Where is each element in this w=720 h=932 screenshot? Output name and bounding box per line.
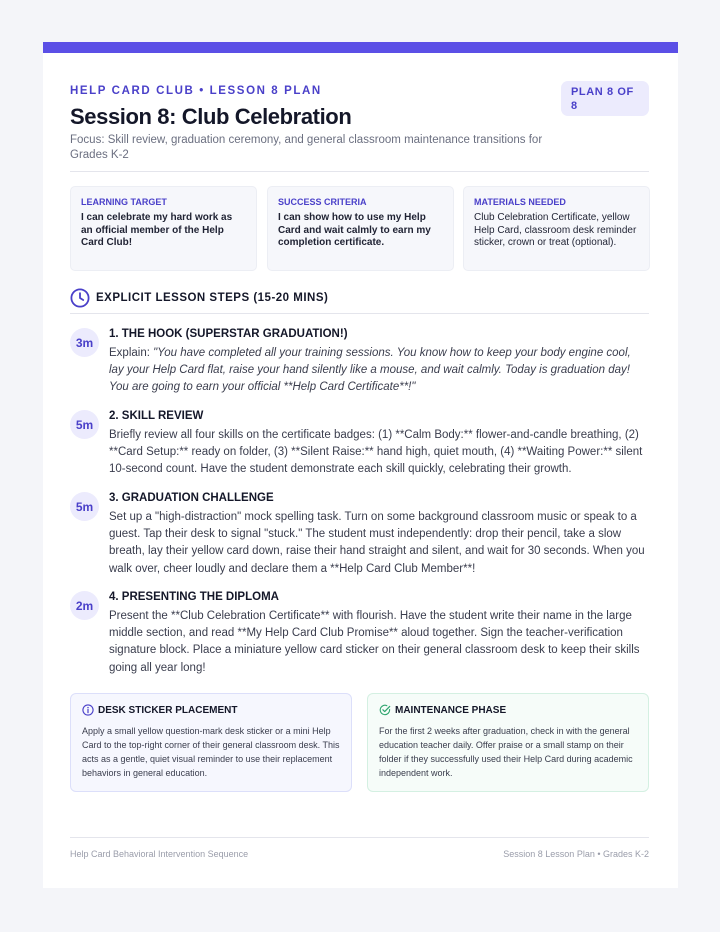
step-body: Briefly review all four skills on the certificate badges: (1) **Calm Body:** flower-and-candle breathing, (2) **Card Setup:** ready on folder, (3) **Silent Raise:** hand high, quiet mouth, (4) **Waiting Power:** silent 10-second count. Have the student demonstrate each skill quickly, celebrating their growth. <box>109 429 643 476</box>
step-body: Present the **Club Celebration Certificate** with flourish. Have the student write their name in the large middle section, and read **My Help Card Club Promise** aloud together. Sign the teacher-verification signature block. Place a miniature yellow card sticker on their general classroom desk to keep their skills going all year long! <box>109 610 640 674</box>
page-title: Session 8: Club Celebration <box>70 104 352 129</box>
info-box-label: LEARNING TARGET <box>81 197 167 207</box>
time-badge: 5m <box>70 410 99 439</box>
step-body-quote: "You have completed all your training sessions. You know how to keep your body engine cool, lay your Help Card flat, raise your hand silently like a mouse, and wait calmly. Today is graduation day! You are going to earn your official **Help Card Certificate**!" <box>109 347 631 394</box>
learning-target-box <box>70 186 257 271</box>
footer-right: Session 8 Lesson Plan • Grades K-2 <box>503 849 649 859</box>
success-criteria-box <box>267 186 454 271</box>
info-box-text: I can celebrate my hard work as an official member of the Help Card Club! <box>81 212 233 248</box>
step-body-prefix: Explain: <box>109 347 154 359</box>
note-body: Apply a small yellow question-mark desk sticker or a mini Help Card to the top-right corner of their general classroom desk. This acts as a gentle, quiet visual reminder to use their replacement behaviors in general education. <box>82 726 340 778</box>
info-icon <box>82 704 94 716</box>
divider <box>70 171 649 172</box>
info-box-text: I can show how to use my Help Card and wait calmly to earn my completion certificate. <box>278 212 431 248</box>
eyebrow-label: HELP CARD CLUB • LESSON 8 PLAN <box>70 85 322 97</box>
note-title: DESK STICKER PLACEMENT <box>98 704 238 716</box>
plan-badge: PLAN 8 OF 8 <box>561 81 649 116</box>
lesson-steps-title: EXPLICIT LESSON STEPS (15-20 MINS) <box>96 292 329 304</box>
note-header <box>82 704 340 716</box>
time-badge: 2m <box>70 591 99 620</box>
lesson-plan-page <box>43 42 678 888</box>
step-title: 4. PRESENTING THE DIPLOMA <box>109 591 279 603</box>
focus-text: Focus: Skill review, graduation ceremony, and general classroom maintenance transitions for Grades K-2 <box>70 134 543 161</box>
note-body: For the first 2 weeks after graduation, check in with the general education teacher daily. Offer praise or a small stamp on their folder if they successfully used their Help Card during academic independent work. <box>379 726 633 778</box>
footer-left: Help Card Behavioral Intervention Sequence <box>70 849 249 859</box>
time-badge: 5m <box>70 492 99 521</box>
desk-sticker-note <box>70 693 352 792</box>
check-circle-icon <box>379 704 391 716</box>
materials-needed-box <box>463 186 650 271</box>
divider <box>70 837 649 838</box>
note-header <box>379 704 637 716</box>
maintenance-phase-note <box>367 693 649 792</box>
info-box-label: SUCCESS CRITERIA <box>278 197 367 207</box>
step-body: Set up a "high-distraction" mock spelling task. Turn on some background classroom music or speak to a guest. Tap their desk to signal "stuck." The student must independently: drop their pencil, take a slow breath, lay their yellow card down, raise their hand straight and silent, and wait for 30 seconds. When you walk over, cheer loudly and declare them a **Help Card Club Member**! <box>109 511 645 575</box>
note-title: MAINTENANCE PHASE <box>395 704 507 716</box>
top-accent-bar <box>43 42 678 53</box>
info-box-text: Club Celebration Certificate, yellow Help Card, classroom desk reminder sticker, crown or treat (optional). <box>474 212 637 248</box>
step-title: 1. THE HOOK (SUPERSTAR GRADUATION!) <box>109 328 348 340</box>
lesson-steps-heading <box>70 288 328 308</box>
divider <box>70 313 649 314</box>
time-badge: 3m <box>70 328 99 357</box>
step-title: 3. GRADUATION CHALLENGE <box>109 492 274 504</box>
info-box-label: MATERIALS NEEDED <box>474 197 566 207</box>
clock-icon <box>70 288 90 308</box>
step-body <box>109 345 647 397</box>
step-title: 2. SKILL REVIEW <box>109 410 204 422</box>
